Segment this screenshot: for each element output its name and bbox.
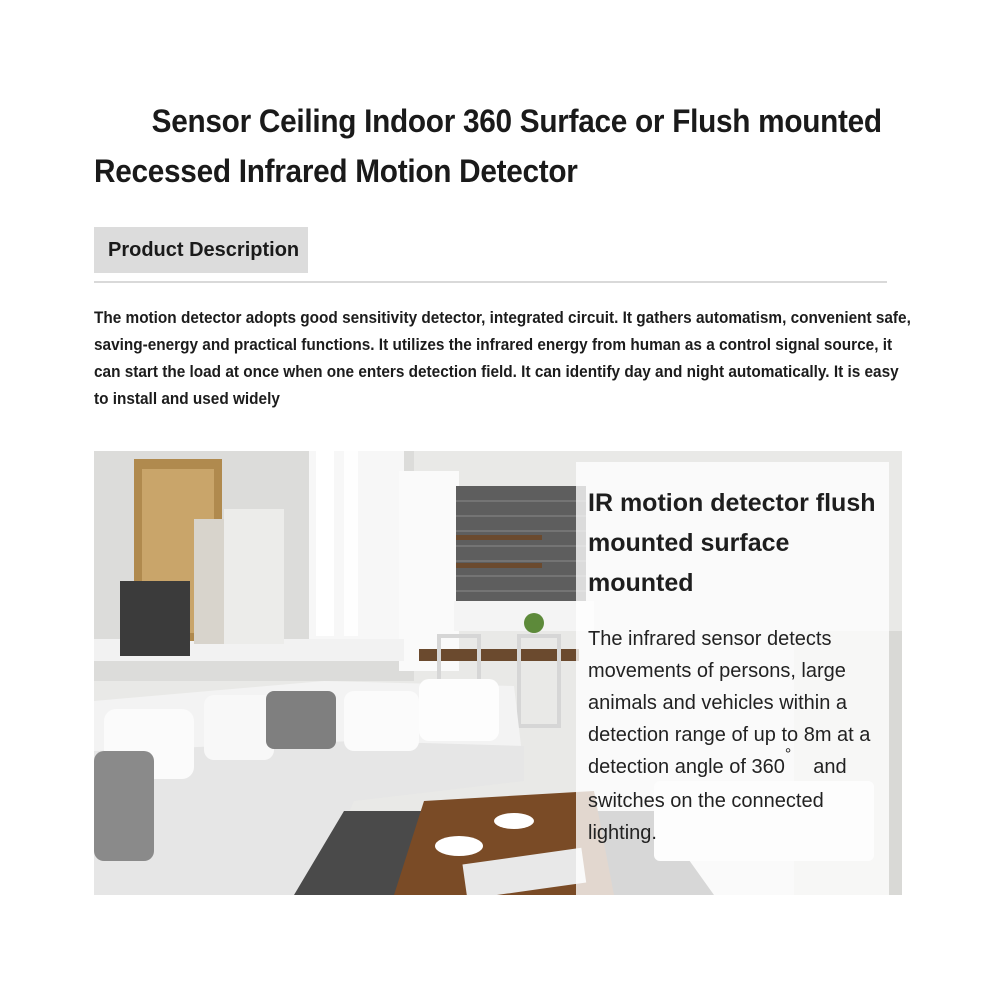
product-title xyxy=(94,96,882,196)
banner-body-part-2: and switches on the connected lighting. xyxy=(588,756,847,844)
banner-body-text xyxy=(588,623,888,849)
section-divider xyxy=(94,281,887,283)
product-description-text: The motion detector adopts good sensitivity detector, integrated circuit. It gathers automatism, convenient safe, saving-energy and practical functions. It utilizes the infrared energy from human as a control signal source, it can start the load at once when one enters detection field. It can identify day and night automatically. It is easy to install and used widely xyxy=(94,309,911,408)
banner-heading: IR motion detector flush mounted surface mounted xyxy=(588,489,876,597)
living-room-banner xyxy=(94,451,902,895)
section-header-product-description: Product Description xyxy=(94,227,308,273)
banner-body-part-1: The infrared sensor detects movements of persons, large animals and vehicles within a detection range of up to 8m at a detection angle of 360 xyxy=(588,628,871,778)
degree-symbol: ° xyxy=(784,746,792,763)
title-line-2: Recessed Infrared Motion Detector xyxy=(94,153,578,189)
title-line-1: Sensor Ceiling Indoor 360 Surface or Flush mounted xyxy=(151,103,882,139)
